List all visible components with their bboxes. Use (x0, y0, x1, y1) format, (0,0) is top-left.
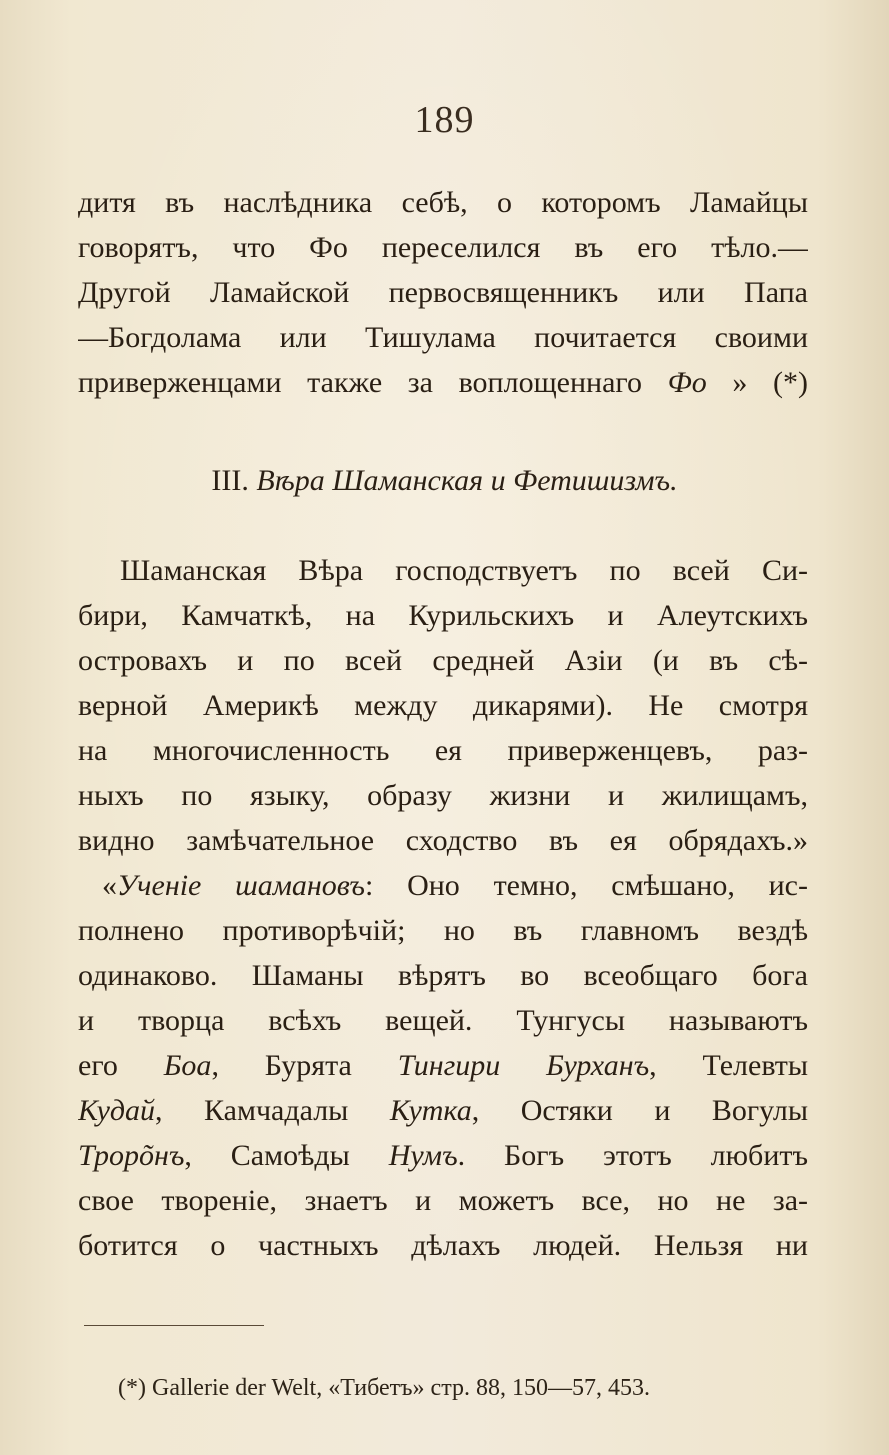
text-line: ботится о частныхъ дѣлахъ людей. Нельзя ни (78, 1229, 808, 1262)
text-line: его Боа, Бурята Тингири Бурханъ, Телевты (78, 1049, 808, 1082)
text-line: и творца всѣхъ вещей. Тунгусы называютъ (78, 1004, 808, 1037)
italic-word: Кутка (389, 1094, 472, 1127)
footnote-divider (84, 1325, 264, 1326)
text-line: приверженцами также за воплощеннаго Фо » (*) (78, 366, 808, 399)
footnote-marker: » (*) (706, 366, 808, 399)
italic-word: Нумъ (388, 1139, 458, 1172)
section-number: III. (211, 464, 249, 497)
text-line: ныхъ по языку, образу жизни и жилищамъ, (78, 779, 808, 812)
text-line: бири, Камчаткѣ, на Курильскихъ и Алеутскихъ (78, 599, 808, 632)
section-title: Вѣра Шаманская и Фетишизмъ. (256, 464, 678, 497)
text-line: дитя въ наслѣдника себѣ, о которомъ Ламайцы (78, 186, 808, 219)
text-line: говорятъ, что Фо переселился въ его тѣло.— (78, 231, 808, 264)
text-line: островахъ и по всей средней Азіи (и въ сѣ- (78, 644, 808, 677)
text-line: полнено противорѣчій; но въ главномъ вездѣ (78, 914, 808, 947)
paragraph-lamaism (78, 180, 808, 405)
text-line: верной Америкѣ между дикарями). Не смотря (78, 689, 808, 722)
text-line: видно замѣчательное сходство въ ея обрядахъ.» (78, 824, 808, 857)
text-line: Шаманская Вѣра господствуетъ по всей Си- (120, 554, 808, 587)
italic-word: Фо (667, 366, 707, 399)
page-number: 189 (414, 99, 475, 141)
text-line: одинаково. Шаманы вѣрятъ во всеобщаго бога (78, 959, 808, 992)
italic-word: Трорõнъ (78, 1139, 185, 1172)
italic-word: Тингири Бурханъ (397, 1049, 650, 1082)
text-line: Трорõнъ, Самоѣды Нумъ. Богъ этотъ любитъ (78, 1139, 808, 1172)
paragraph-shamanism (78, 548, 808, 1268)
italic-word: Кудай (78, 1094, 156, 1127)
text-line: —Богдолама или Тишулама почитается своими (78, 321, 808, 354)
section-heading (0, 458, 889, 503)
footnote: (*) Gallerie der Welt, «Тибетъ» стр. 88, 150—57, 453. (118, 1375, 650, 1401)
text-line: свое твореніе, знаетъ и можетъ все, но не за- (78, 1184, 808, 1217)
text-line: на многочисленность ея приверженцевъ, раз- (78, 734, 808, 767)
italic-word: Боа (163, 1049, 212, 1082)
italic-phrase: Ученіе шамановъ (117, 869, 365, 902)
text-line: «Ученіе шамановъ: Оно темно, смѣшано, ис- (102, 869, 808, 902)
text-line: Другой Ламайской первосвященникъ или Папа (78, 276, 808, 309)
text-line: Кудай, Камчадалы Кутка, Остяки и Вогулы (78, 1094, 808, 1127)
